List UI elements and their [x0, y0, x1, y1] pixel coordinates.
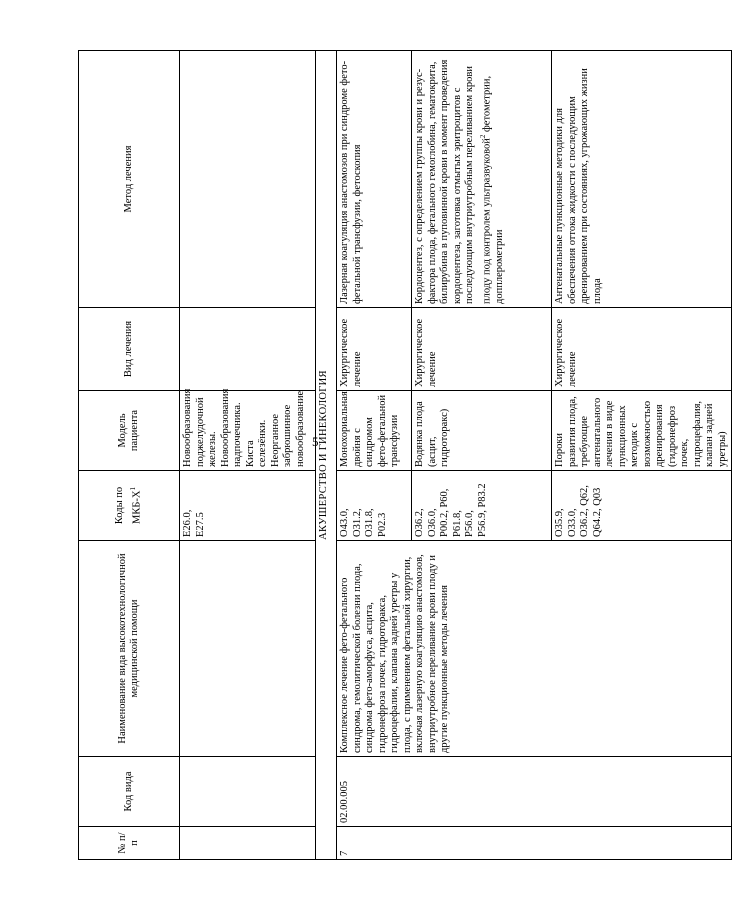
hi-tech-care-table	[78, 50, 732, 860]
header-model: Модель пациента	[79, 391, 180, 471]
header-treatment-type: Вид лечения	[79, 308, 180, 391]
cell-treatment-type: Хирургическое лечение	[552, 308, 732, 391]
table-header-row	[79, 51, 180, 860]
cell-icd: O43.0, O31.2, O31.8, P02.3	[337, 471, 412, 541]
header-icd-footnote: 1	[128, 487, 137, 491]
cell-icd: E26.0, E27.5	[180, 471, 316, 541]
page-number: 5	[312, 434, 319, 449]
table-row	[337, 51, 412, 860]
section-row	[316, 51, 337, 860]
header-num: № п/п	[79, 827, 180, 860]
cell-icd: O36.2, O36.0, P00.2, P60, P61.8, P56.0, P56.9, P83.2	[412, 471, 552, 541]
header-kind-code: Код вида	[79, 757, 180, 827]
cell-name: Комплексное лечение фето-фетального синдрома, гемолитической болезни плода, синдрома фето-аморфуса, асцита, гидронефроза почек, гидроторакса, гидроцефалии, клапана задней уретры у плода, с применением фетальной хирургии, включая лазерную коагуляцию анастомозов, внутриутробное переливание крови плоду и другие пункционные методы лечения	[337, 541, 732, 757]
cell-model: Пороки развития плода, требующие антенатального лечения в виде пункционных методик с возможностью дренирования (гидронефроз почек, гидроцефалия, клапан задней уретры)	[552, 391, 732, 471]
header-icd: Коды по МКБ-$Х^1$	[79, 471, 180, 541]
cell-kind-code	[180, 757, 316, 827]
cell-method: Лазерная коагуляция анастомозов при синдроме фето-фетальной трансфузии, фетоскопия	[337, 51, 412, 308]
cell-kind-code: 02.00.005	[337, 757, 732, 827]
method-footnote: 2	[478, 134, 487, 139]
cell-name	[180, 541, 316, 757]
rotated-table-wrapper	[78, 50, 728, 860]
table-row	[180, 51, 316, 860]
cell-model: Водянка плода (асцит, гидроторакс)	[412, 391, 552, 471]
cell-num: 7	[337, 827, 732, 860]
header-method: Метод лечения	[79, 51, 180, 308]
cell-model: Монохориальная двойня с синдромом фето-фетальной трансфузии	[337, 391, 412, 471]
cell-method: Антенатальные пункционные методики для обеспечения оттока жидкости с последующим дренированием при состояниях, угрожающих жизни плода	[552, 51, 732, 308]
cell-method	[180, 51, 316, 308]
cell-num	[180, 827, 316, 860]
cell-treatment-type: Хирургическое лечение	[337, 308, 412, 391]
cell-method: Кордоцентез, с определением группы крови и резус-фактора плода, фетального гемоглобина, гематокрита, билирубина в пуповинной крови в момент проведения кордоцентеза, заготовка отмытых эритроцитов с последующим внутриутробным переливанием крови плоду под контролем ультразвуковой$^2$ фетометрии, допплерометрии	[412, 51, 552, 308]
cell-model: Новообразования поджелудочной железы. Новообразования надпочечника. Киста селезёнки. Неорганное забрюшинное новообразование	[180, 391, 316, 471]
section-title: АКУШЕРСТВО И ГИНЕКОЛОГИЯ	[316, 51, 337, 860]
cell-treatment-type	[180, 308, 316, 391]
cell-icd: O35.9, O33.0, O36.2, Q62, Q64.2, Q03	[552, 471, 732, 541]
cell-treatment-type: Хирургическое лечение	[412, 308, 552, 391]
header-name: Наименование вида высокотехнологичной медицинской помощи	[79, 541, 180, 757]
